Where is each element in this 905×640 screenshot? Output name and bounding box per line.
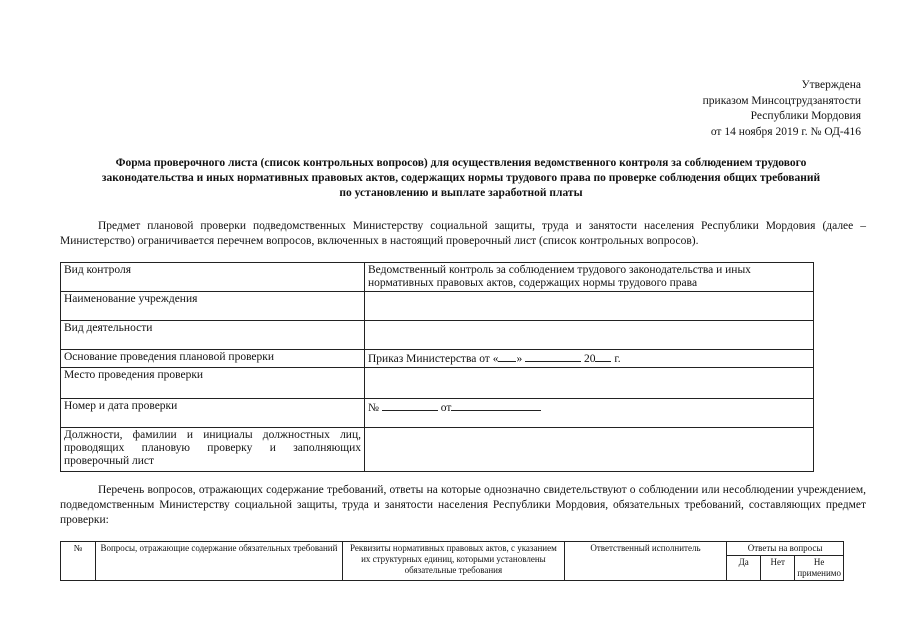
col-executor-header: Ответственный исполнитель — [564, 542, 726, 581]
table-row — [61, 350, 814, 368]
col-number-header: № — [61, 542, 96, 581]
institution-label: Наименование учреждения — [61, 292, 365, 321]
intro-text: Предмет плановой проверки подведомственных Министерству социальной защиты, труда и занятости населения Республики Мордовия (далее – Министерство) ограничивается перечнем вопросов, включенных в настоящий проверочный лист (список контрольных вопросов). — [60, 220, 866, 247]
table-row — [61, 399, 814, 428]
answer-na-header: Не применимо — [795, 556, 844, 581]
number-date-field[interactable] — [365, 399, 814, 428]
table-row — [61, 292, 814, 321]
number-date-label: Номер и дата проверки — [61, 399, 365, 428]
control-type-value: Ведомственный контроль за соблюдением трудового законодательства и иных нормативных правовых актов, содержащих нормы трудового права — [365, 263, 814, 292]
table-row — [61, 321, 814, 350]
approval-line: Утверждена — [801, 79, 861, 91]
table-row — [61, 263, 814, 292]
table-row — [61, 428, 814, 472]
activity-label: Вид деятельности — [61, 321, 365, 350]
activity-field[interactable] — [365, 321, 814, 350]
officials-label: Должности, фамилии и инициалы должностных лиц, проводящих плановую проверку и заполняющих проверочный лист — [61, 428, 365, 472]
intro-paragraph — [60, 219, 866, 249]
number-sign: № — [368, 402, 379, 414]
col-questions-header: Вопросы, отражающие содержание обязательных требований — [95, 542, 342, 581]
title-line: законодательства и иных нормативных правовых актов, содержащих нормы трудового права по проверке соблюдения общих требований — [101, 172, 821, 184]
approval-line: от 14 ноября 2019 г. № ОД-416 — [710, 125, 861, 138]
form-title — [56, 156, 866, 201]
col-answers-header: Ответы на вопросы — [727, 542, 844, 556]
table-header-row — [61, 542, 844, 556]
institution-field[interactable] — [365, 292, 814, 321]
basis-label: Основание проведения плановой проверки — [61, 350, 365, 368]
answer-no-header: Нет — [761, 556, 795, 581]
basis-year: 20 — [583, 353, 596, 365]
number-from: от — [440, 402, 452, 414]
approval-line: Республики Мордовия — [750, 110, 861, 122]
place-field[interactable] — [365, 368, 814, 399]
approval-stamp — [703, 78, 861, 140]
inspection-info-table — [60, 262, 814, 472]
questions-table — [60, 541, 844, 581]
col-requisites-header: Реквизиты нормативных правовых актов, с указанием их структурных единиц, которыми установлены обязательные требования — [343, 542, 565, 581]
basis-prefix: Приказ Министерства от « — [368, 353, 499, 365]
questions-intro-text: Перечень вопросов, отражающих содержание требований, ответы на которые однозначно свидетельствуют о соблюдении или несоблюдении учреждением, подведомственным Министерству социальной защиты, труда и занятости населения Республики Мордовия, обязательных требований, составляющих предмет проверки: — [60, 484, 866, 526]
control-type-label: Вид контроля — [61, 263, 365, 292]
place-label: Место проведения проверки — [61, 368, 365, 399]
officials-field[interactable] — [365, 428, 814, 472]
basis-field[interactable] — [365, 350, 814, 368]
approval-line: приказом Минсоцтрудзанятости — [702, 94, 861, 107]
questions-intro-paragraph — [60, 483, 866, 528]
basis-suffix: г. — [614, 353, 621, 365]
basis-quote: » — [516, 353, 523, 365]
table-row — [61, 368, 814, 399]
answer-yes-header: Да — [727, 556, 761, 581]
title-line: по установлению и выплате заработной платы — [339, 187, 583, 199]
title-line: Форма проверочного листа (список контрольных вопросов) для осуществления ведомственного контроля за соблюдением трудового — [115, 157, 807, 169]
